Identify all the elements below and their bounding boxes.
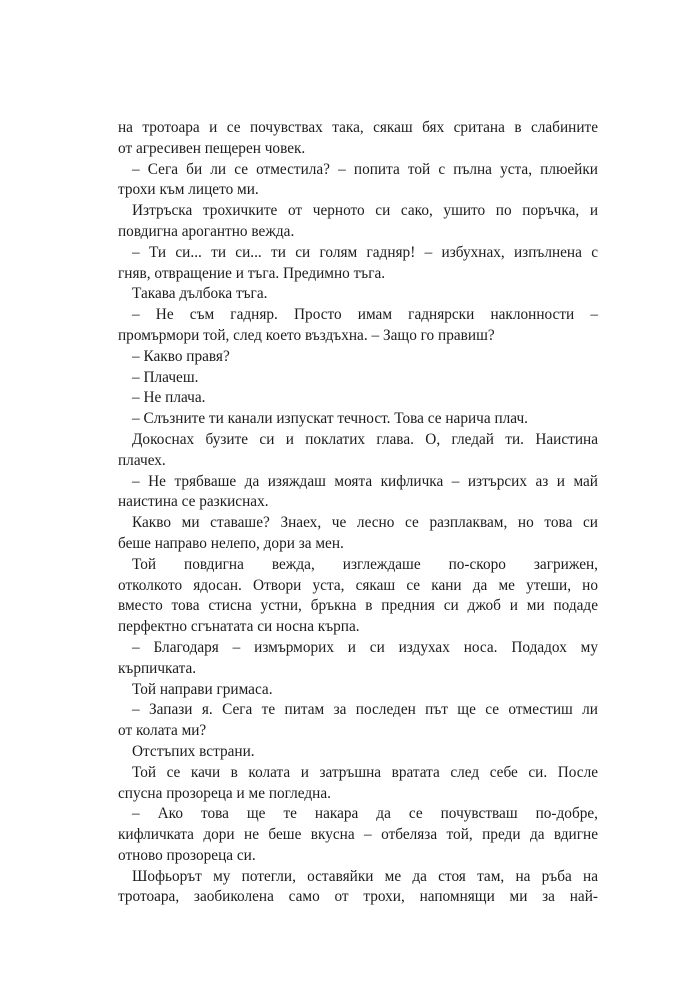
text-line: отколкото ядосан. Отвори уста, сякаш се кани да ме утеши, но xyxy=(118,576,598,594)
text-line: кифличката дори не беше вкусна – отбеляза той, преди да вдигне xyxy=(118,826,598,844)
text-line: Отстъпих встрани. xyxy=(132,742,255,760)
text-line: – Не трябваше да изяждаш моята кифличка – изтърсих аз и май xyxy=(132,472,598,490)
book-page-text xyxy=(118,118,598,908)
text-line: отново прозореца си. xyxy=(118,846,256,864)
text-line: плачех. xyxy=(118,451,166,469)
text-line: – Ако това ще те накара да се почувстваш по-добре, xyxy=(132,805,598,823)
text-line: трохи към лицето ми. xyxy=(118,181,259,199)
text-line: – Благодаря – измърморих и си издухах носа. Подадох му xyxy=(132,638,598,656)
text-line: – Не съм гадняр. Просто имам гаднярски наклонности – xyxy=(132,306,598,324)
text-line: Докоснах бузите си и поклатих глава. О, гледай ти. Наистина xyxy=(132,430,598,448)
text-line: спусна прозореца и ме погледна. xyxy=(118,784,331,802)
text-line: – Какво правя? xyxy=(132,347,230,365)
text-line: Той направи гримаса. xyxy=(132,680,273,698)
text-line: повдигна арогантно вежда. xyxy=(118,222,295,240)
text-line: Какво ми ставаше? Знаех, че лесно се разплаквам, но това си xyxy=(132,514,598,532)
text-line: наистина се разкиснах. xyxy=(118,493,269,511)
text-line: – Ти си... ти си... ти си голям гадняр! – избухнах, изпълнена с xyxy=(132,243,598,261)
text-line: – Плачеш. xyxy=(132,368,199,386)
text-line: – Не плача. xyxy=(132,389,206,407)
text-line: промърмори той, след което въздъхна. – Защо го правиш? xyxy=(118,326,495,344)
text-line: Изтръска трохичките от черното си сако, ушито по поръчка, и xyxy=(132,202,598,220)
text-line: вместо това стисна устни, бръкна в предния си джоб и ми подаде xyxy=(118,597,598,615)
text-line: перфектно сгънатата си носна кърпа. xyxy=(118,618,360,636)
text-line: Той повдигна вежда, изглеждаше по-скоро загрижен, xyxy=(132,555,598,573)
text-line: от агресивен пещерен човек. xyxy=(118,139,306,157)
text-line: Такава дълбока тъга. xyxy=(132,285,268,303)
text-line: кърпичката. xyxy=(118,659,197,677)
text-line: – Запази я. Сега те питам за последен път ще се отместиш ли xyxy=(132,701,598,719)
text-line: гняв, отвращение и тъга. Предимно тъга. xyxy=(118,264,386,282)
text-line: беше направо нелепо, дори за мен. xyxy=(118,534,344,552)
text-line: от колата ми? xyxy=(118,722,207,740)
text-line: – Сега би ли се отместила? – попита той с пълна уста, плюейки xyxy=(132,160,598,178)
text-line: тротоара, заобиколена само от трохи, напомнящи ми за най- xyxy=(118,888,598,906)
text-line: Шофьорът му потегли, оставяйки ме да стоя там, на ръба на xyxy=(132,867,598,885)
text-line: Той се качи в колата и затръшна вратата след себе си. После xyxy=(132,763,598,781)
text-line: на тротоара и се почувствах така, сякаш бях сритана в слабините xyxy=(118,119,598,136)
text-line: – Слъзните ти канали изпускат течност. Това се нарича плач. xyxy=(132,410,529,428)
